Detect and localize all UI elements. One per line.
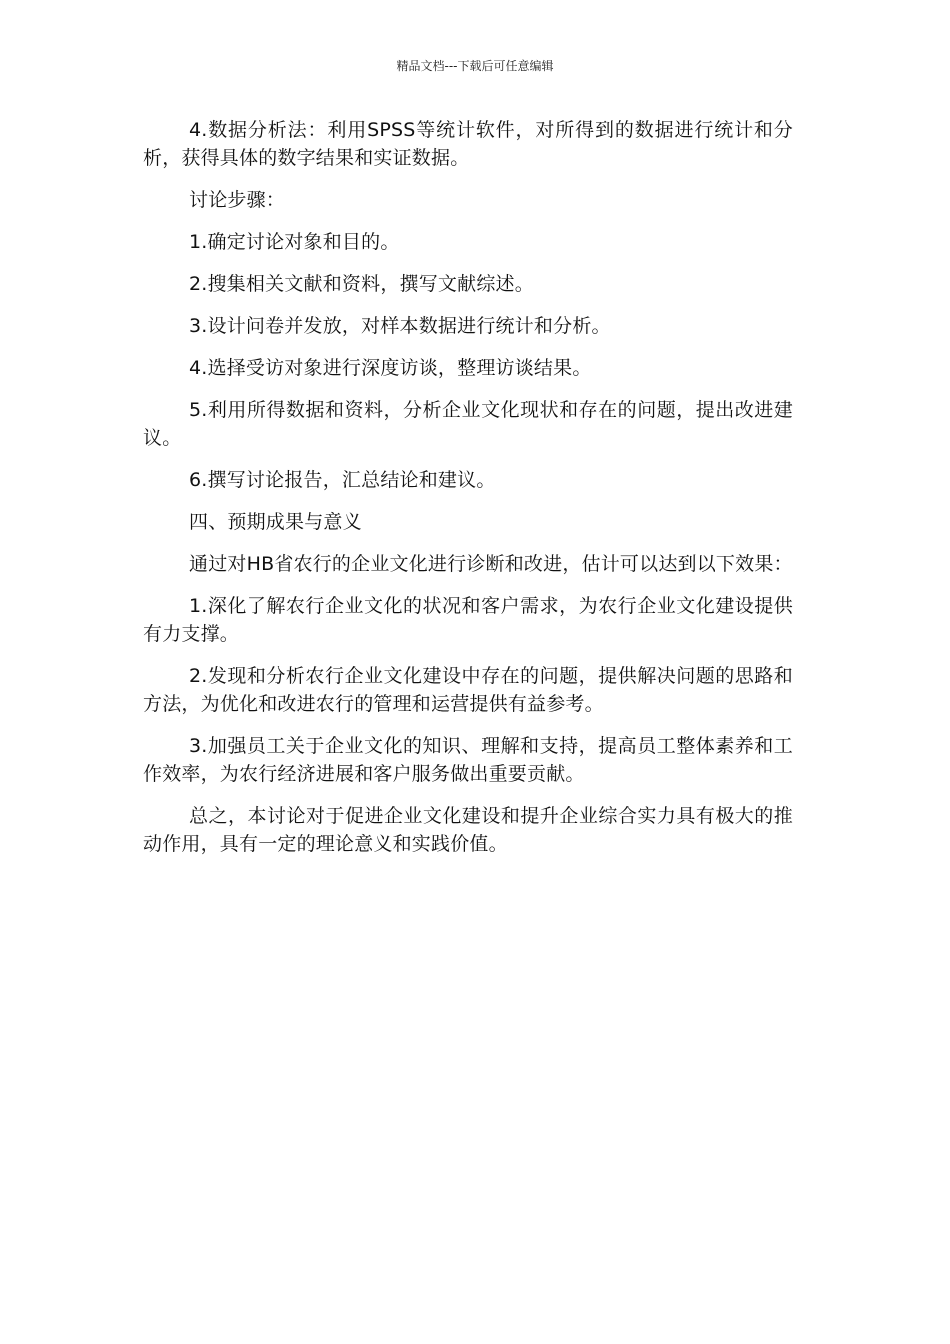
paragraph-result-2: 2.发现和分析农行企业文化建设中存在的问题，提供解决问题的思路和方法，为优化和改进农行的管理和运营提供有益参考。 — [143, 665, 793, 715]
paragraph-step-6: 6.撰写讨论报告，汇总结论和建议。 — [189, 469, 496, 491]
paragraph-expected-intro: 通过对HB省农行的企业文化进行诊断和改进，估计可以达到以下效果： — [189, 553, 793, 575]
section-heading-expected-results: 四、预期成果与意义 — [189, 511, 362, 533]
page-header: 精品文档---下载后可任意编辑 — [396, 59, 554, 73]
paragraph-step-4: 4.选择受访对象进行深度访谈，整理访谈结果。 — [189, 357, 592, 379]
paragraph-data-analysis-method: 4.数据分析法：利用SPSS等统计软件，对所得到的数据进行统计和分析，获得具体的数字结果和实证数据。 — [143, 119, 793, 169]
paragraph-discussion-steps-heading: 讨论步骤： — [189, 189, 286, 211]
paragraph-step-2: 2.搜集相关文献和资料，撰写文献综述。 — [189, 273, 534, 295]
paragraph-step-3: 3.设计问卷并发放，对样本数据进行统计和分析。 — [189, 315, 611, 337]
paragraph-step-5: 5.利用所得数据和资料，分析企业文化现状和存在的问题，提出改进建议。 — [143, 399, 793, 449]
paragraph-result-3: 3.加强员工关于企业文化的知识、理解和支持，提高员工整体素养和工作效率，为农行经济进展和客户服务做出重要贡献。 — [143, 735, 793, 785]
paragraph-result-1: 1.深化了解农行企业文化的状况和客户需求，为农行企业文化建设提供有力支撑。 — [143, 595, 793, 645]
paragraph-step-1: 1.确定讨论对象和目的。 — [189, 231, 400, 253]
paragraph-conclusion: 总之，本讨论对于促进企业文化建设和提升企业综合实力具有极大的推动作用，具有一定的理论意义和实践价值。 — [143, 805, 793, 855]
document-body — [143, 116, 793, 872]
